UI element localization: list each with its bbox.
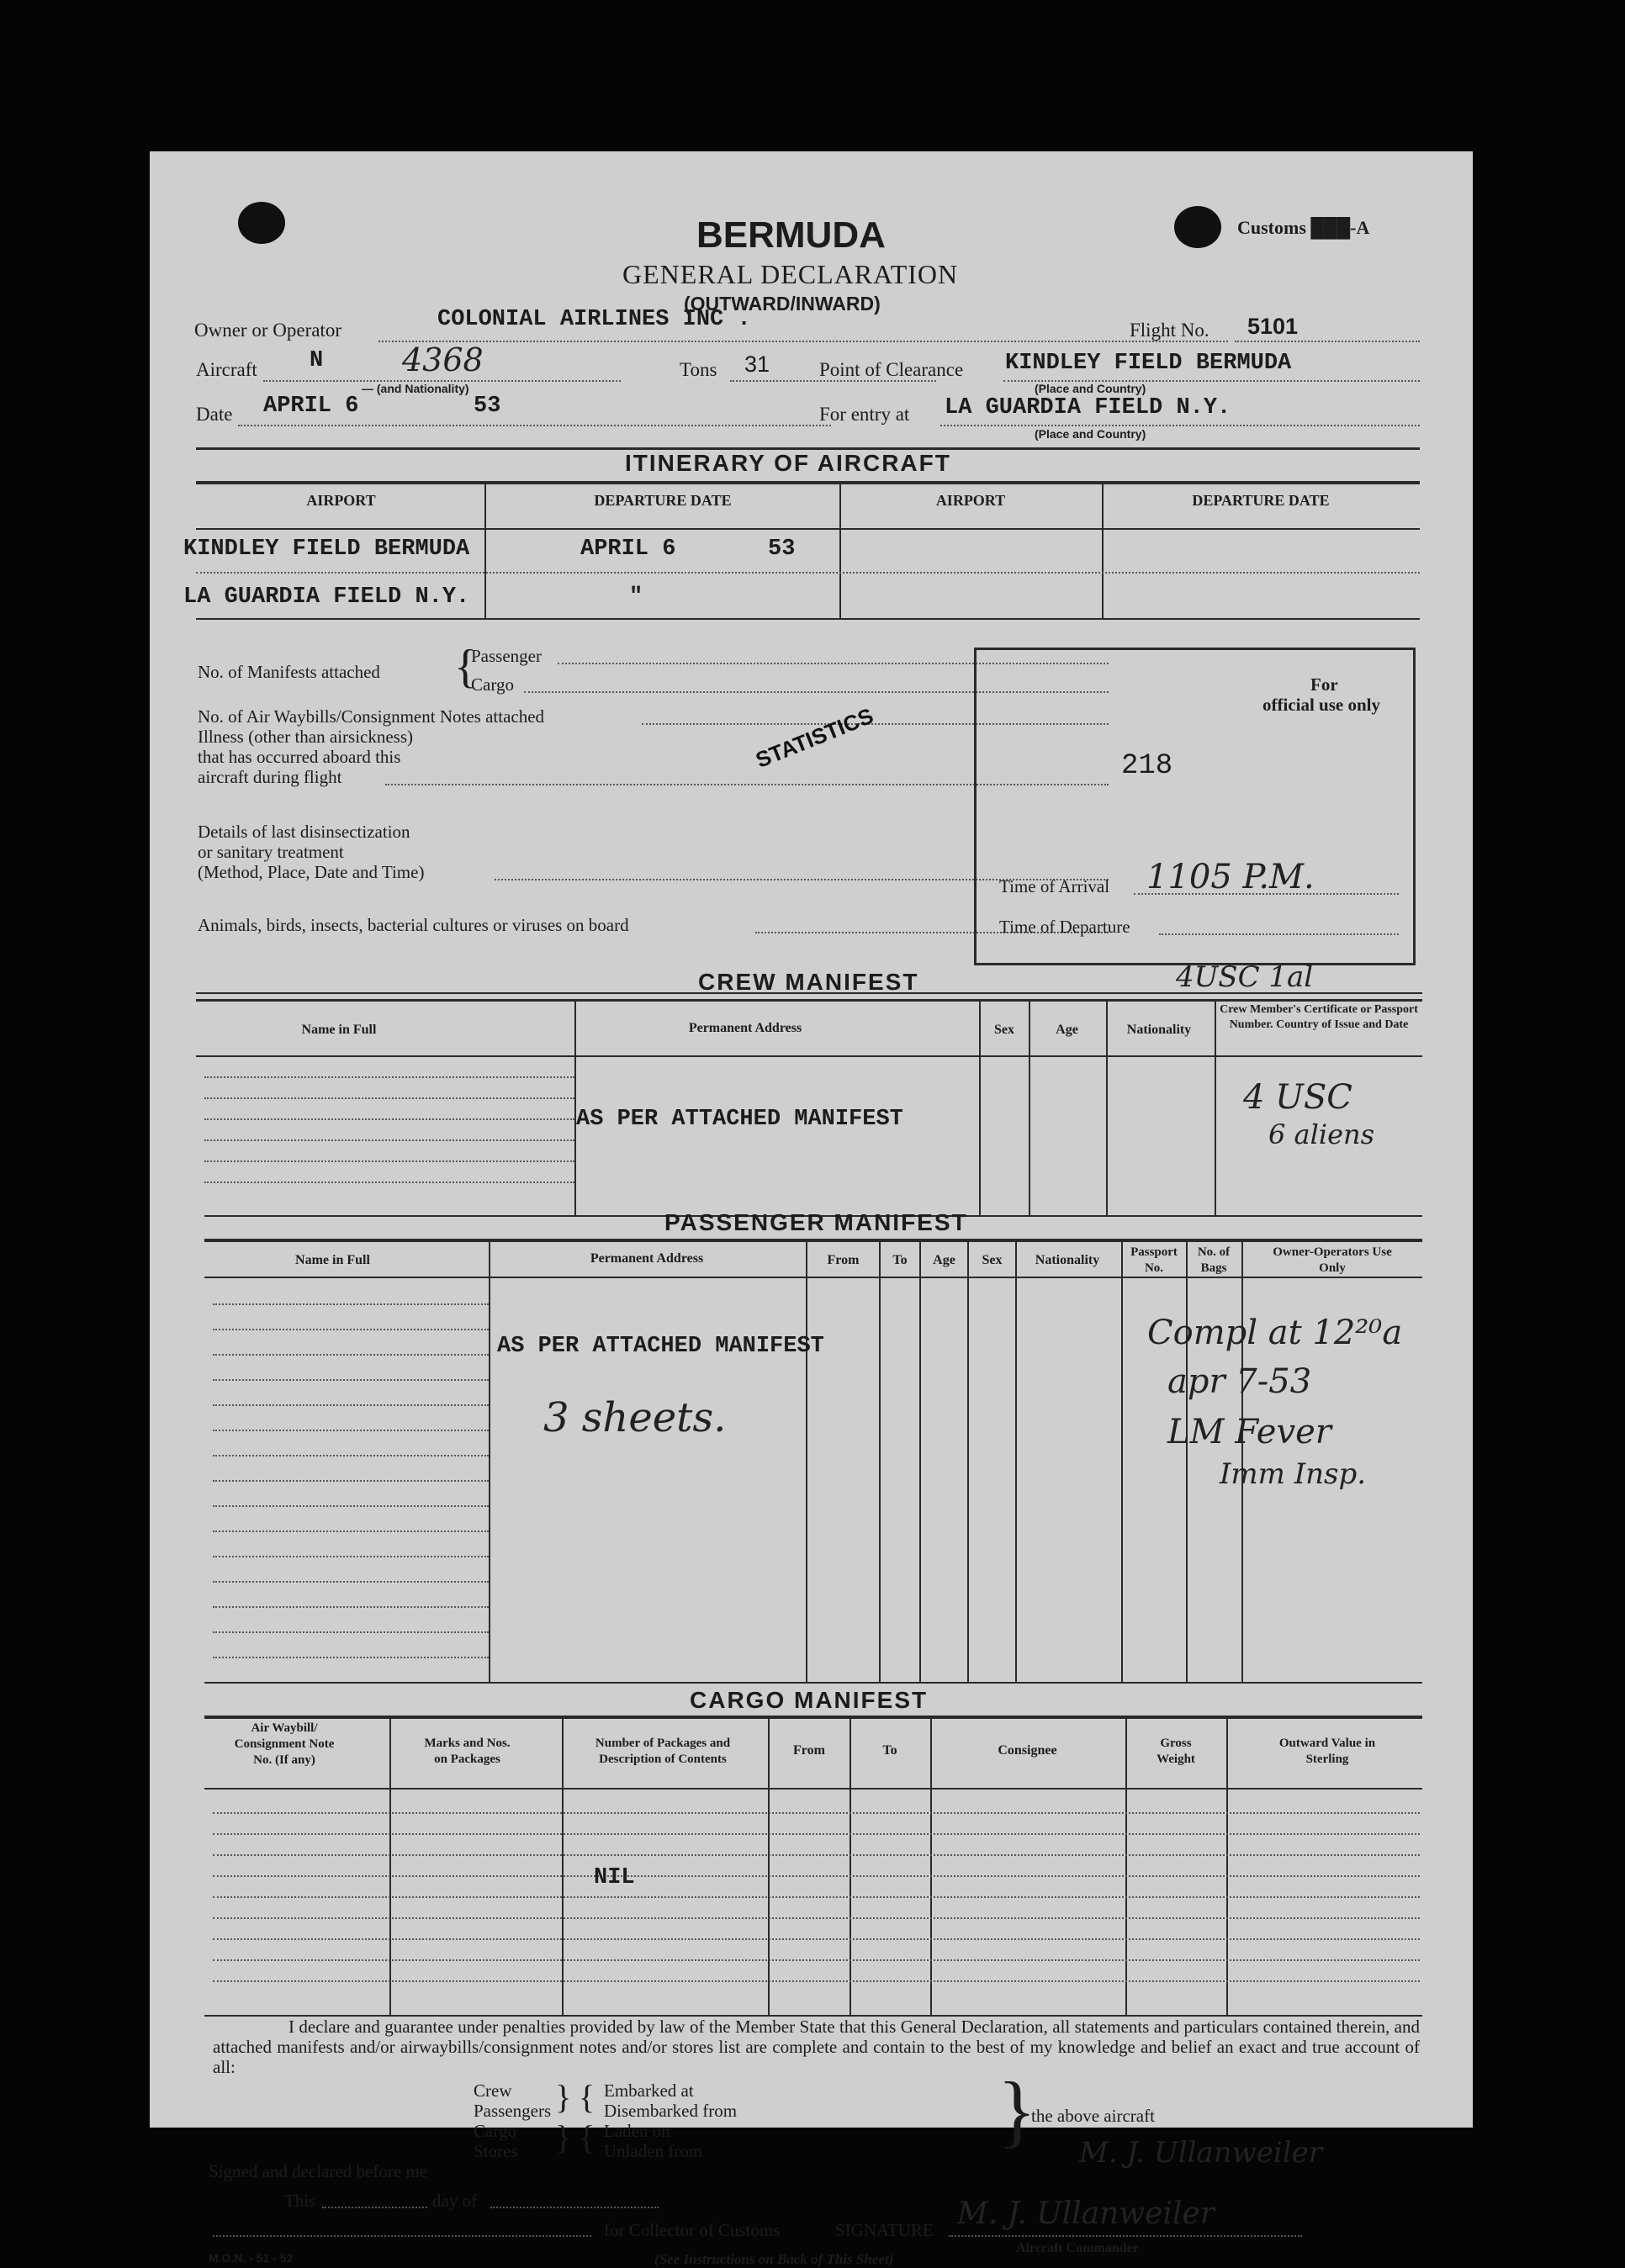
passenger-row-line-1: [213, 1303, 489, 1305]
crew-divider-3: [1029, 1002, 1030, 1216]
declaration-sheet: [150, 151, 1473, 2267]
departure-line: [1159, 933, 1399, 935]
passenger-col-age: Age: [933, 1253, 955, 1267]
this-line: [322, 2207, 427, 2208]
cargo-content: NIL: [594, 1865, 635, 1890]
aircraft-label: Aircraft: [196, 359, 257, 380]
list-passengers: Passengers: [474, 2101, 552, 2121]
entry-note: (Place and Country): [1035, 427, 1146, 441]
list-brace-big: }: [998, 2065, 1037, 2155]
list-stores: Stores: [474, 2141, 518, 2161]
itinerary-col-date-2: DEPARTURE DATE: [1192, 492, 1330, 509]
manifests-cargo-label: Cargo: [471, 674, 514, 695]
itinerary-row-1-line: [196, 572, 1420, 574]
disinsect-label-line-3: (Method, Place, Date and Time): [198, 862, 425, 882]
crew-columns-rule: [196, 1055, 1422, 1057]
passenger-divider-1: [489, 1241, 490, 1683]
cargo-col-from: From: [793, 1743, 825, 1758]
crew-row-line-3: [204, 1118, 574, 1120]
cargo-row-line-5: [213, 1896, 1420, 1898]
itinerary-col-date-1: DEPARTURE DATE: [594, 492, 732, 509]
disinsect-label-line-2: or sanitary treatment: [198, 842, 344, 862]
crew-note: 4USC 1al: [1176, 960, 1314, 994]
day-label: day of: [432, 2191, 478, 2211]
form-title: BERMUDA: [696, 214, 886, 256]
instructions-note: (See Instructions on Back of This Sheet): [654, 2251, 894, 2267]
crew-header-rule: [196, 999, 1422, 1002]
passenger-col-sex: Sex: [982, 1253, 1003, 1267]
passenger-col-name: Name in Full: [295, 1253, 370, 1267]
manifests-label: No. of Manifests attached: [198, 662, 380, 682]
list-brace-1: }: [555, 2078, 572, 2116]
flight-value: 5101: [1247, 314, 1299, 339]
crew-row-line-5: [204, 1160, 574, 1162]
above-aircraft-label: the above aircraft: [1031, 2106, 1155, 2126]
collector-line: [213, 2235, 591, 2237]
waybills-label: No. of Air Waybills/Consignment Notes attached: [198, 706, 545, 727]
passenger-row-line-10: [213, 1531, 489, 1532]
passenger-content: AS PER ATTACHED MANIFEST: [497, 1334, 824, 1359]
cargo-title: CARGO MANIFEST: [690, 1687, 929, 1713]
owner-value: COLONIAL AIRLINES INC .: [437, 307, 751, 332]
passenger-row-line-12: [213, 1581, 489, 1583]
crew-divider-2: [979, 1002, 981, 1216]
date-label: Date: [196, 404, 233, 425]
crew-content: AS PER ATTACHED MANIFEST: [576, 1107, 903, 1132]
cargo-row-line-6: [213, 1917, 1420, 1919]
passenger-hand-completed: Compl at 12²⁰a: [1147, 1314, 1403, 1352]
official-for-label: For: [1310, 674, 1338, 695]
passenger-col-to: To: [892, 1253, 908, 1267]
disinsect-label-line-1: Details of last disinsectization: [198, 822, 410, 842]
cargo-divider-2: [562, 1718, 564, 2017]
illness-label-line-3: aircraft during flight: [198, 767, 342, 787]
list-cargo: Cargo: [474, 2121, 516, 2141]
itinerary-header-rule: [196, 481, 1420, 484]
crew-col-nationality: Nationality: [1126, 1023, 1192, 1037]
crew-col-address: Permanent Address: [688, 1021, 802, 1035]
clearance-note: (Place and Country): [1035, 382, 1146, 395]
declaration-text: I declare and guarantee under penalties provided by law of the Member State that this General Declaration, all statements and particulars contained therein, and attached manifests and/or airwaybills/consignment notes and/or stores list are complete and contain to the best of my knowledge and belief an exact and true account of all:: [213, 2017, 1420, 2077]
passenger-col-owner: Owner-Operators Use Only: [1273, 1245, 1392, 1275]
list-unladen: Unladen from: [604, 2141, 703, 2161]
passenger-divider-8: [1186, 1241, 1188, 1683]
tons-value: 31: [744, 352, 770, 377]
passenger-header-rule: [204, 1239, 1422, 1242]
form-subtitle: GENERAL DECLARATION: [622, 259, 959, 289]
statistics-stamp: STATISTICS: [752, 702, 877, 773]
passenger-col-from: From: [827, 1253, 860, 1267]
form-direction: (OUTWARD/INWARD): [684, 293, 881, 315]
cargo-row-line-1: [213, 1812, 1420, 1814]
list-brace-3: {: [579, 2078, 595, 2116]
clearance-label: Point of Clearance: [819, 359, 964, 380]
cargo-row-line-4: [213, 1875, 1420, 1877]
passenger-title: PASSENGER MANIFEST: [664, 1209, 968, 1235]
punch-hole-left: [238, 202, 285, 244]
passenger-divider-7: [1121, 1241, 1123, 1683]
passenger-divider-5: [967, 1241, 969, 1683]
itinerary-row-1-airport: KINDLEY FIELD BERMUDA: [183, 537, 470, 562]
declaration-signature: M. J. Ullanweiler: [1079, 2136, 1322, 2170]
collector-label: for Collector of Customs: [604, 2220, 781, 2240]
crew-divider-5: [1215, 1002, 1216, 1216]
cargo-col-waybill: Air Waybill/ Consignment Note No. (If any): [234, 1721, 335, 1767]
flight-label: Flight No.: [1130, 320, 1209, 341]
crew-row-line-4: [204, 1139, 574, 1141]
cargo-row-line-2: [213, 1833, 1420, 1835]
customs-form-number: Customs ███-A: [1237, 217, 1370, 238]
passenger-divider-3: [879, 1241, 881, 1683]
crew-hand-aliens: 6 aliens: [1268, 1118, 1375, 1150]
cargo-col-marks: Marks and Nos. on Packages: [424, 1737, 511, 1766]
crew-divider-4: [1106, 1002, 1108, 1216]
tons-label: Tons: [680, 359, 717, 380]
arrival-label: Time of Arrival: [999, 876, 1110, 896]
passenger-row-line-2: [213, 1329, 489, 1330]
cargo-row-line-8: [213, 1959, 1420, 1961]
manifests-brace: {: [454, 641, 477, 693]
date-line: [238, 425, 831, 426]
crew-row-line-2: [204, 1097, 574, 1099]
departure-label: Time of Departure: [999, 917, 1130, 937]
itinerary-title: ITINERARY OF AIRCRAFT: [625, 450, 951, 476]
passenger-hand-date: apr 7-53: [1167, 1362, 1312, 1401]
passenger-row-line-5: [213, 1404, 489, 1406]
passenger-row-line-9: [213, 1505, 489, 1507]
cargo-divider-1: [389, 1718, 391, 2017]
cargo-header-rule: [204, 1716, 1422, 1719]
passenger-col-bags: No. of Bags: [1197, 1245, 1231, 1275]
itinerary-col-airport-2: AIRPORT: [935, 492, 1006, 509]
signature-label: SIGNATURE: [835, 2220, 934, 2240]
owner-line: [378, 341, 1228, 342]
passenger-bottom-rule: [204, 1682, 1422, 1684]
passenger-row-line-7: [213, 1455, 489, 1456]
animals-label: Animals, birds, insects, bacterial cultures or viruses on board: [198, 915, 629, 935]
itinerary-divider-1: [484, 484, 486, 620]
passenger-divider-2: [806, 1241, 807, 1683]
passenger-row-line-6: [213, 1430, 489, 1431]
list-crew: Crew: [474, 2080, 512, 2101]
itinerary-divider-3: [1102, 484, 1104, 620]
cargo-row-line-7: [213, 1938, 1420, 1940]
owner-label: Owner or Operator: [194, 320, 341, 341]
signed-declared-label: Signed and declared before me: [209, 2161, 428, 2181]
cargo-col-consignee: Consignee: [998, 1743, 1057, 1758]
itinerary-divider-2: [839, 484, 841, 620]
passenger-col-nationality: Nationality: [1035, 1253, 1100, 1267]
passenger-row-line-3: [213, 1354, 489, 1356]
passenger-divider-6: [1015, 1241, 1017, 1683]
crew-row-line-1: [204, 1076, 574, 1078]
passenger-col-passport: Passport No.: [1130, 1245, 1178, 1275]
passenger-row-line-15: [213, 1657, 489, 1658]
aircraft-nationality-note: — (and Nationality): [362, 382, 469, 395]
crew-col-certificate: Crew Member's Certificate or Passport Number. Country of Issue and Date: [1220, 1003, 1418, 1031]
crew-row-line-6: [204, 1182, 574, 1183]
commander-label: Aircraft Commander: [1016, 2241, 1139, 2255]
cargo-columns-rule: [204, 1788, 1422, 1790]
itinerary-row-2-airport: LA GUARDIA FIELD N.Y.: [183, 584, 470, 610]
crew-col-name: Name in Full: [301, 1023, 377, 1037]
day-line: [490, 2207, 659, 2208]
itinerary-columns-rule: [196, 528, 1420, 530]
entry-line: [940, 425, 1420, 426]
official-number: 218: [1121, 750, 1173, 782]
commander-signature: M. J. Ullanweiler: [957, 2197, 1215, 2231]
list-embarked: Embarked at: [604, 2080, 694, 2101]
aircraft-prefix: N: [310, 348, 324, 373]
list-brace-2: }: [555, 2118, 572, 2156]
passenger-divider-4: [919, 1241, 921, 1683]
passenger-hand-initials: LM Fever: [1167, 1413, 1331, 1451]
illness-label-line-2: that has occurred aboard this: [198, 747, 401, 767]
cargo-divider-5: [930, 1718, 932, 2017]
passenger-sheets: 3 sheets.: [543, 1394, 727, 1441]
passenger-row-line-11: [213, 1556, 489, 1557]
date-year: 53: [474, 394, 501, 419]
crew-col-sex: Sex: [994, 1023, 1014, 1037]
crew-title: CREW MANIFEST: [698, 969, 919, 995]
date-value: APRIL 6: [263, 394, 359, 419]
itinerary-row-1-year: 53: [768, 537, 796, 562]
crew-col-age: Age: [1056, 1023, 1078, 1037]
form-number: M.O.N. - 51 - 52: [209, 2251, 294, 2265]
itinerary-row-1-date: APRIL 6: [580, 537, 676, 562]
passenger-hand-inspector: Imm Insp.: [1220, 1457, 1367, 1491]
passenger-row-line-14: [213, 1631, 489, 1633]
arrival-value: 1105 P.M.: [1146, 858, 1315, 896]
clearance-value: KINDLEY FIELD BERMUDA: [1005, 351, 1292, 376]
passenger-row-line-4: [213, 1379, 489, 1381]
cargo-divider-3: [768, 1718, 770, 2017]
passenger-row-line-13: [213, 1606, 489, 1608]
cargo-row-line-3: [213, 1854, 1420, 1856]
cargo-divider-6: [1125, 1718, 1127, 2017]
punch-hole-right: [1174, 206, 1221, 248]
cargo-divider-7: [1226, 1718, 1228, 2017]
official-use-label: official use only: [1262, 695, 1380, 715]
itinerary-col-airport-1: AIRPORT: [306, 492, 376, 509]
signature-line: [949, 2235, 1302, 2237]
manifests-passenger-label: Passenger: [471, 646, 542, 666]
this-label: This: [284, 2191, 316, 2211]
passenger-row-line-8: [213, 1480, 489, 1482]
cargo-row-line-9: [213, 1980, 1420, 1982]
cargo-divider-4: [850, 1718, 851, 2017]
itinerary-bottom-rule: [196, 618, 1420, 620]
cargo-col-value: Outward Value in Sterling: [1278, 1737, 1376, 1766]
cargo-col-packages: Number of Packages and Description of Contents: [595, 1737, 731, 1766]
passenger-columns-rule: [204, 1277, 1422, 1278]
passenger-col-address: Permanent Address: [590, 1251, 704, 1266]
flight-line: [1235, 341, 1420, 342]
list-brace-4: {: [579, 2118, 595, 2156]
cargo-col-weight: Gross Weight: [1157, 1737, 1195, 1766]
list-laden: Laden on: [604, 2121, 670, 2141]
aircraft-number: 4368: [402, 341, 484, 378]
entry-label: For entry at: [819, 404, 910, 425]
itinerary-row-2-date: ": [629, 584, 643, 610]
list-disembarked: Disembarked from: [604, 2101, 738, 2121]
crew-hand-usc: 4 USC: [1243, 1078, 1352, 1117]
cargo-col-to: To: [882, 1743, 897, 1758]
illness-label-line-1: Illness (other than airsickness): [198, 727, 414, 747]
entry-value: LA GUARDIA FIELD N.Y.: [945, 395, 1231, 420]
